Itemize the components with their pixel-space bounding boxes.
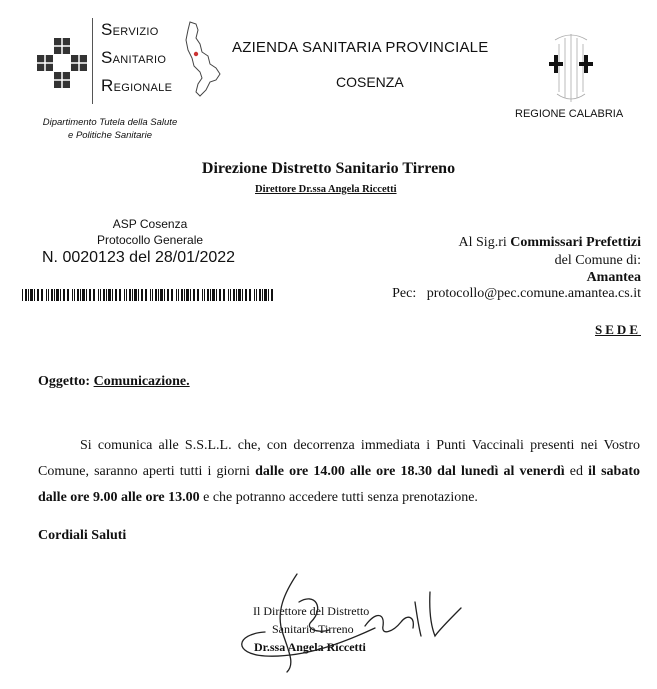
recipient-line-3: Amantea	[586, 270, 641, 285]
body-paragraph: Si comunica alle S.S.L.L. che, con decorrenza immediata i Punti Vaccinali presenti nei Vostro Comune, saranno aperti tutti i giorni dalle ore 14.00 alle ore 18.30 dal lunedì al venerdì ed il sabato dalle ore 9.00 alle ore 13.00 e che potranno accedere tutti senza prenotazione.	[38, 438, 640, 505]
calabria-map-icon	[182, 20, 222, 100]
department-line-2: e Politiche Sanitarie	[68, 130, 152, 141]
recipient-line-1: Al Sig.ri Commissari Prefettizi	[458, 235, 641, 250]
ssr-line-2: SANITARIO	[101, 48, 167, 67]
department-line-1: Dipartimento Tutela della Salute	[42, 117, 178, 128]
signature-line-1: Il Direttore del Distretto	[253, 604, 370, 618]
asp-city: COSENZA	[336, 74, 404, 90]
protocol-line-1: ASP Cosenza	[112, 217, 188, 231]
recipient-pec	[392, 286, 641, 302]
ssr-text-block	[92, 18, 181, 104]
subject-value: Comunicazione.	[93, 374, 190, 389]
protocol-line-2: Protocollo Generale	[96, 233, 204, 247]
pec-address: protocollo@pec.comune.amantea.cs.it	[426, 286, 641, 301]
handwritten-signature	[225, 572, 465, 682]
closing: Cordiali Saluti	[38, 528, 127, 543]
asp-title: AZIENDA SANITARIA PROVINCIALE	[232, 39, 489, 56]
subject-label: Oggetto:	[38, 374, 91, 389]
signature-line-3: Dr.ssa Angela Riccetti	[254, 640, 366, 654]
subject-line	[38, 374, 190, 390]
pec-label: Pec:	[392, 286, 417, 301]
region-emblem-logo	[535, 32, 607, 104]
ssr-cross-logo	[37, 38, 87, 88]
protocol-number: N. 0020123 del 28/01/2022	[42, 249, 236, 266]
signature-line-2: Sanitario Tirreno	[272, 622, 354, 636]
ssr-line-3: REGIONALE	[101, 76, 173, 95]
director-name: Direttore Dr.ssa Angela Riccetti	[255, 184, 397, 195]
barcode-icon	[22, 289, 274, 301]
sede-label: SEDE	[595, 322, 641, 337]
region-name: REGIONE CALABRIA	[515, 108, 624, 120]
department-caption	[30, 116, 190, 142]
direction-title: Direzione Distretto Sanitario Tirreno	[201, 160, 456, 177]
ssr-line-1: SERVIZIO	[101, 20, 159, 39]
recipient-line-2: del Comune di:	[554, 253, 641, 268]
